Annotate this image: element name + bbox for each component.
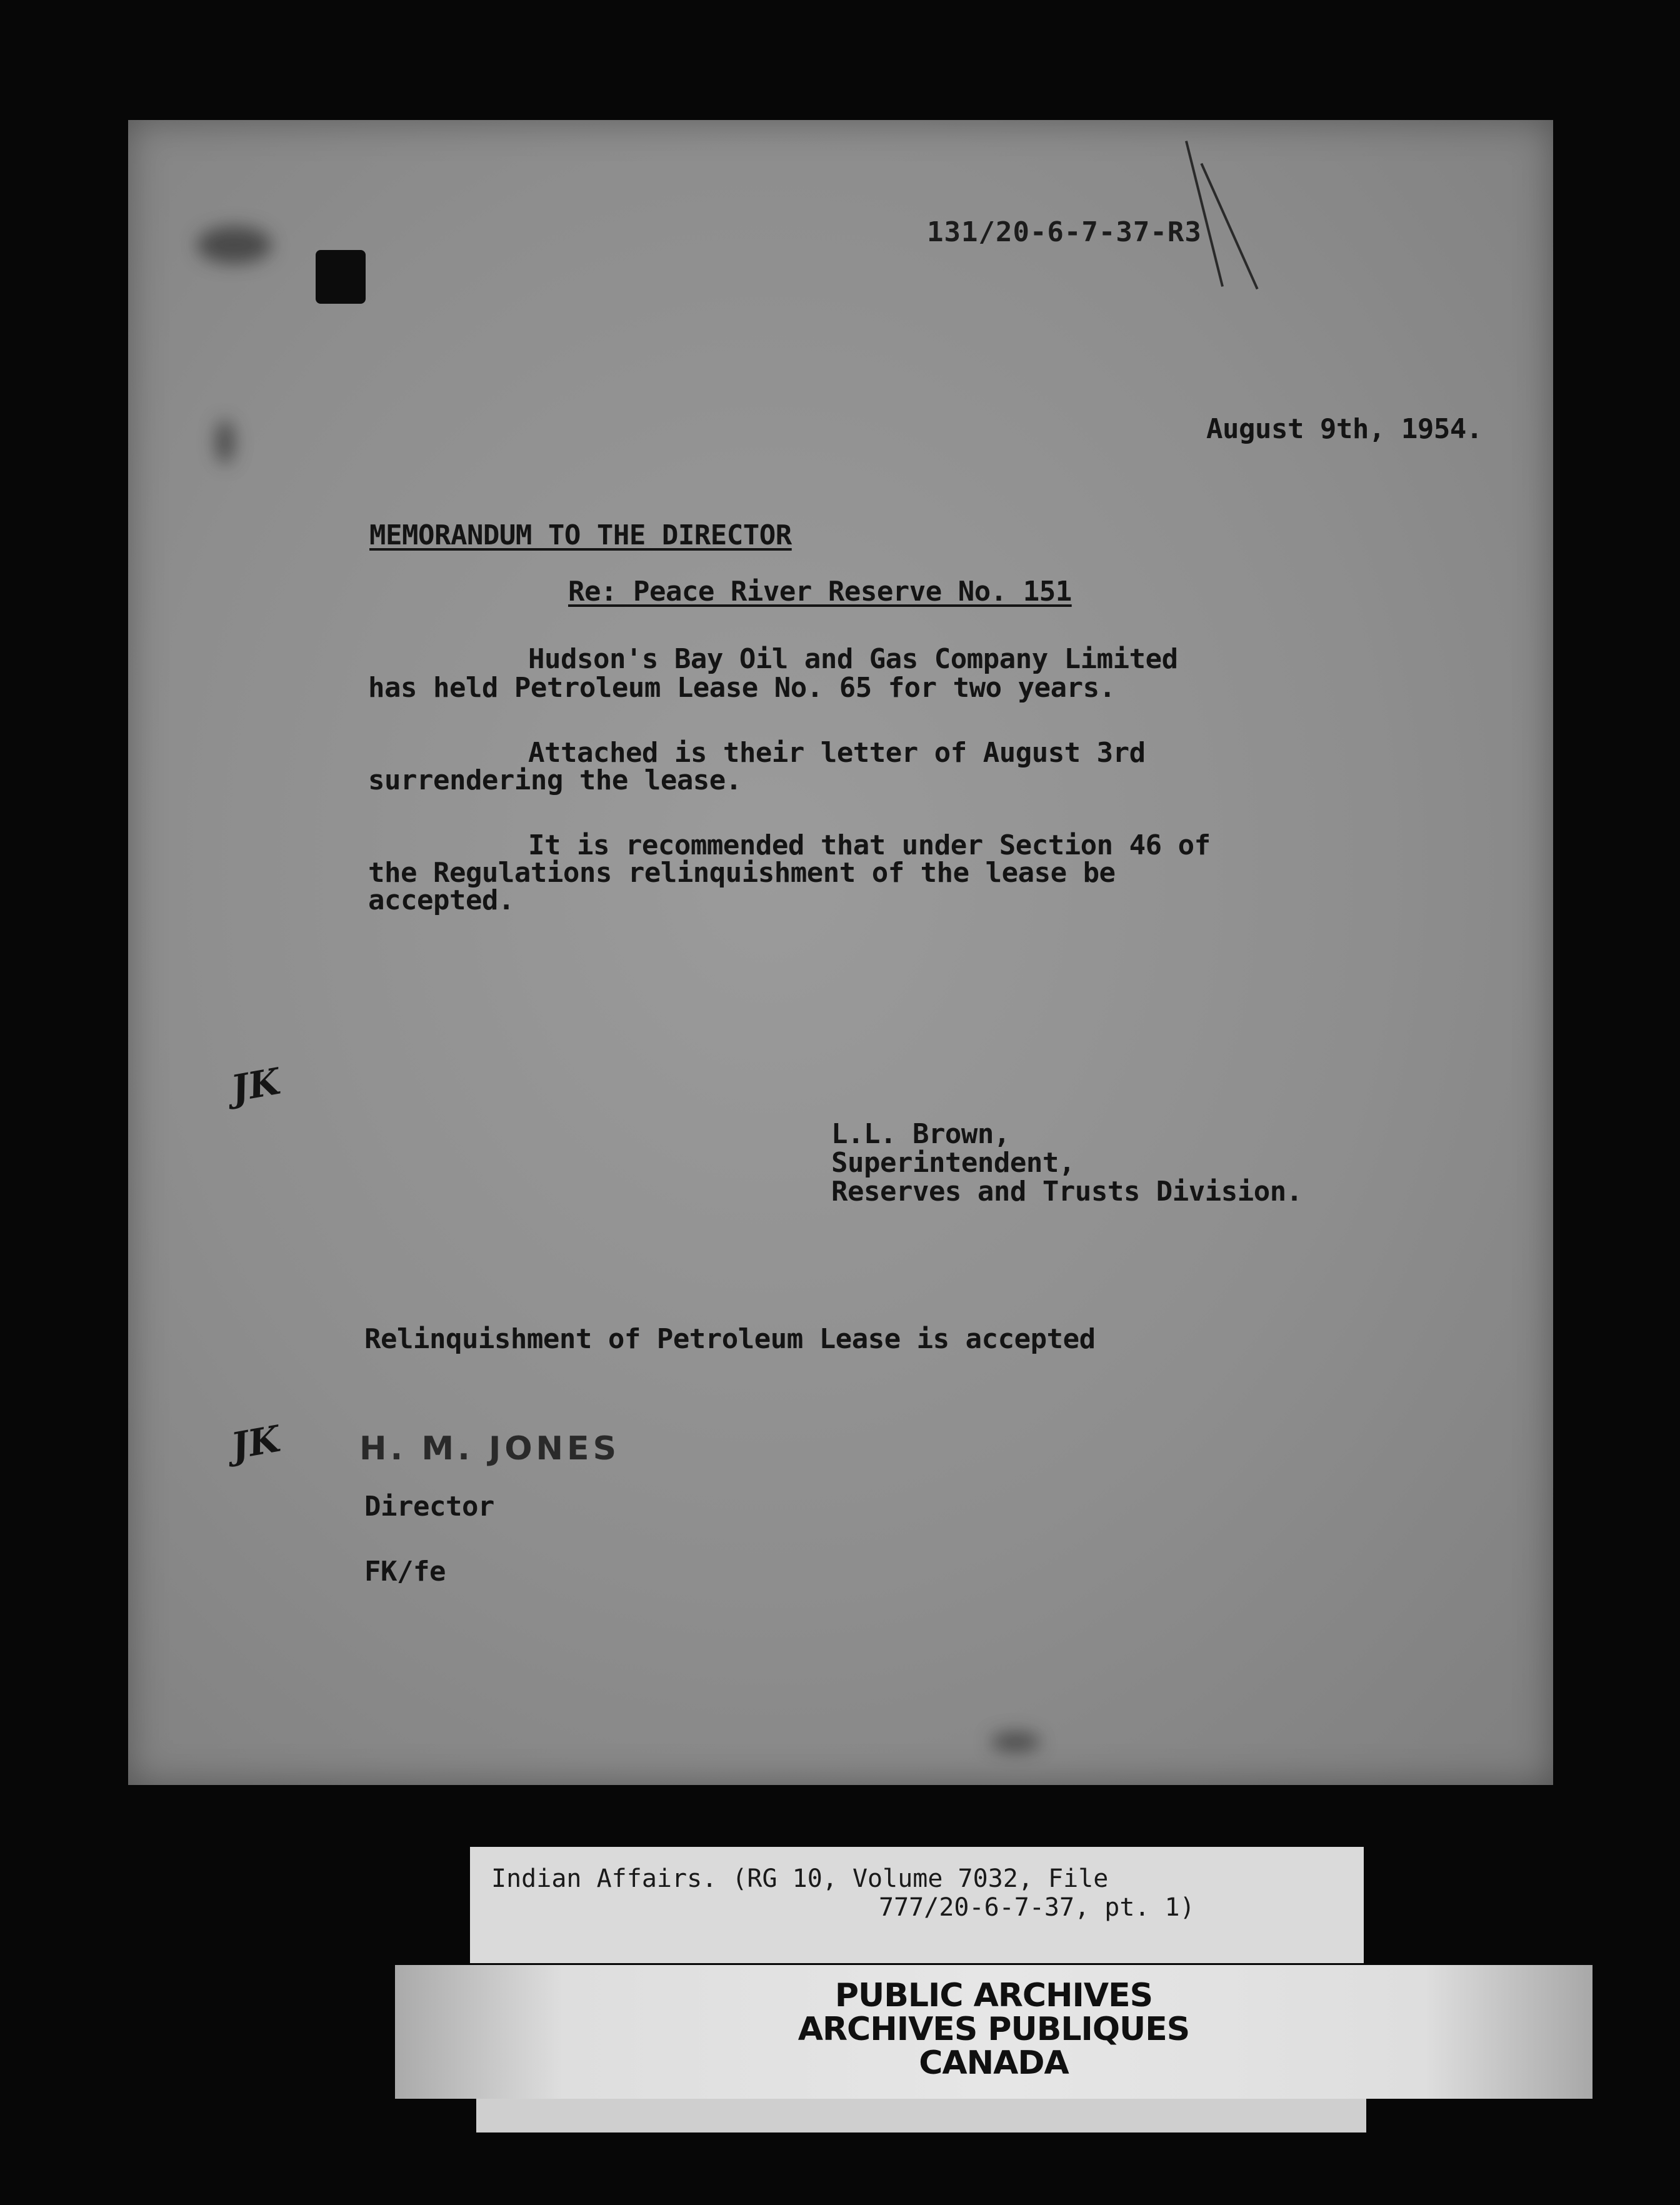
archives-line-1: PUBLIC ARCHIVES <box>834 1977 1153 2014</box>
archives-lower-strip <box>476 2099 1366 2132</box>
punch-hole <box>316 250 366 304</box>
archives-stamp-band <box>395 1965 1592 2099</box>
signature-title: Superintendent, <box>831 1147 1075 1179</box>
director-name-stamp: H. M. JONES <box>359 1430 621 1468</box>
reference-initials: FK/fe <box>364 1556 446 1588</box>
signature-name: L.L. Brown, <box>831 1118 1010 1150</box>
ink-smudge <box>991 1732 1041 1751</box>
scratch-mark <box>1200 163 1258 290</box>
handwritten-initials: JK <box>228 1059 284 1111</box>
archives-line-2: ARCHIVES PUBLIQUES <box>798 2011 1190 2048</box>
paragraph-3-line-2: the Regulations relinquishment of the lease be <box>368 857 1116 889</box>
paragraph-1-line-1: Hudson's Bay Oil and Gas Company Limited <box>528 643 1178 675</box>
document-page <box>128 120 1553 1785</box>
handwritten-initials: JK <box>228 1417 284 1468</box>
archival-citation-label <box>470 1847 1364 1963</box>
scratch-mark <box>1185 141 1224 287</box>
memo-subject: Re: Peace River Reserve No. 151 <box>568 576 1072 608</box>
memo-heading: MEMORANDUM TO THE DIRECTOR <box>369 519 792 551</box>
paragraph-3-line-3: accepted. <box>368 884 514 916</box>
signature-division: Reserves and Trusts Division. <box>831 1176 1302 1208</box>
paragraph-2-line-2: surrendering the lease. <box>368 764 742 796</box>
director-title: Director <box>364 1491 494 1522</box>
approval-note: Relinquishment of Petroleum Lease is accepted <box>364 1323 1096 1355</box>
file-number: 131/20-6-7-37-R3 <box>927 216 1202 248</box>
ink-smudge <box>216 420 234 464</box>
citation-line-1: Indian Affairs. (RG 10, Volume 7032, File <box>491 1864 1109 1893</box>
citation-line-2: 777/20-6-7-37, pt. 1) <box>879 1893 1195 1922</box>
ink-smudge <box>197 226 272 264</box>
document-date: August 9th, 1954. <box>1206 413 1482 445</box>
archives-line-3: CANADA <box>919 2044 1069 2082</box>
paragraph-1-line-2: has held Petroleum Lease No. 65 for two years. <box>368 672 1116 704</box>
archives-stamp-text <box>395 1979 1592 2080</box>
paragraph-2-line-1: Attached is their letter of August 3rd <box>528 737 1146 769</box>
paragraph-3-line-1: It is recommended that under Section 46 of <box>528 829 1211 861</box>
